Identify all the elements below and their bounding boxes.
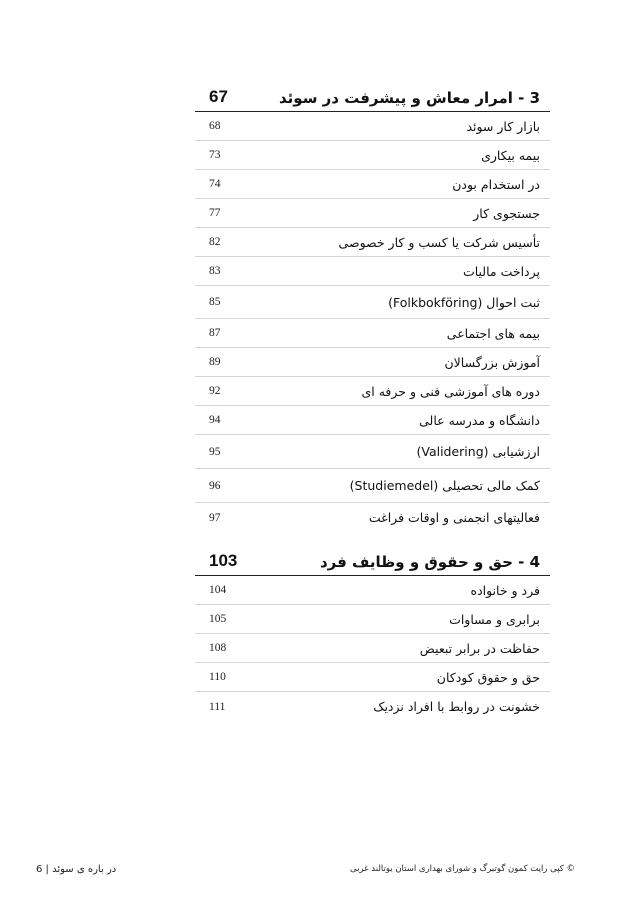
entry-title: ارزشیابی (Validering): [416, 444, 540, 459]
table-of-contents: [195, 78, 550, 721]
toc-entry: [195, 503, 550, 532]
entry-page-number: 89: [209, 356, 221, 368]
footer-copyright: © کپی رایت کمون گوتبرگ و شورای بهداری استان یوتالند غربی: [350, 864, 576, 874]
toc-entry: [195, 435, 550, 469]
toc-entry: [195, 319, 550, 348]
section-page-number: 67: [209, 87, 228, 106]
entry-page-number: 82: [209, 236, 221, 248]
entry-title: بیمه بیکاری: [481, 147, 540, 163]
section-heading: [195, 542, 550, 576]
entry-page-number: 105: [209, 613, 227, 625]
toc-entry: [195, 348, 550, 377]
toc-entry: [195, 199, 550, 228]
entry-page-number: 85: [209, 296, 221, 308]
toc-entry: [195, 286, 550, 319]
entry-page-number: 110: [209, 671, 226, 683]
entry-page-number: 73: [209, 149, 221, 161]
entry-title: برابری و مساوات: [449, 611, 540, 627]
entry-page-number: 95: [209, 445, 221, 458]
entry-title: فرد و خانواده: [470, 582, 540, 598]
toc-entry: [195, 257, 550, 286]
entry-title: پرداخت مالیات: [462, 263, 540, 279]
entry-page-number: 74: [209, 178, 221, 190]
entry-title: بیمه های اجتماعی: [446, 325, 540, 341]
entry-title: حق و حقوق کودکان: [436, 669, 540, 685]
entry-title: حفاظت در برابر تبعیض: [419, 640, 540, 656]
toc-entry: [195, 406, 550, 435]
entry-page-number: 87: [209, 327, 221, 339]
section-page-number: 103: [209, 551, 238, 570]
toc-entry: [195, 634, 550, 663]
toc-entry: [195, 605, 550, 634]
entry-title: کمک مالی تحصیلی (Studiemedel): [349, 478, 540, 493]
toc-entry: [195, 377, 550, 406]
entry-page-number: 83: [209, 265, 221, 277]
entry-title: تأسیس شرکت یا کسب و کار خصوصی: [338, 234, 540, 250]
entry-title: بازار کار سوئد: [466, 118, 540, 134]
section-title: 4 - حق و حقوق و وظایف فرد: [319, 553, 540, 571]
entry-page-number: 77: [209, 207, 221, 219]
toc-entry: [195, 663, 550, 692]
entry-title: فعالیتهای انجمنی و اوقات فراغت: [368, 510, 540, 525]
entry-page-number: 111: [209, 700, 226, 713]
toc-entry: [195, 228, 550, 257]
toc-entry: [195, 141, 550, 170]
entry-title: دانشگاه و مدرسه عالی: [419, 412, 540, 428]
entry-title: آموزش بزرگسالان: [444, 354, 540, 370]
entry-page-number: 68: [209, 120, 221, 132]
entry-title: ثبت احوال (Folkbokföring): [388, 294, 540, 310]
entry-page-number: 94: [209, 414, 221, 426]
section-title: 3 - امرار معاش و پیشرفت در سوئد: [279, 89, 540, 107]
entry-page-number: 92: [209, 385, 221, 397]
entry-page-number: 104: [209, 584, 227, 596]
entry-title: جستجوی کار: [473, 205, 540, 221]
toc-entry: [195, 576, 550, 605]
toc-entry: [195, 170, 550, 199]
footer-page-label: در باره ی سوئد | 6: [36, 864, 117, 875]
entry-title: خشونت در روابط با افراد نزدیک: [373, 699, 540, 714]
toc-entry: [195, 692, 550, 721]
toc-entry: [195, 112, 550, 141]
entry-title: دوره های آموزشی فنی و حرفه ای: [361, 383, 540, 399]
entry-title: در استخدام بودن: [452, 176, 540, 192]
entry-page-number: 97: [209, 511, 221, 524]
entry-page-number: 96: [209, 479, 221, 492]
entry-page-number: 108: [209, 642, 227, 654]
section-heading: [195, 78, 550, 112]
toc-entry: [195, 469, 550, 503]
